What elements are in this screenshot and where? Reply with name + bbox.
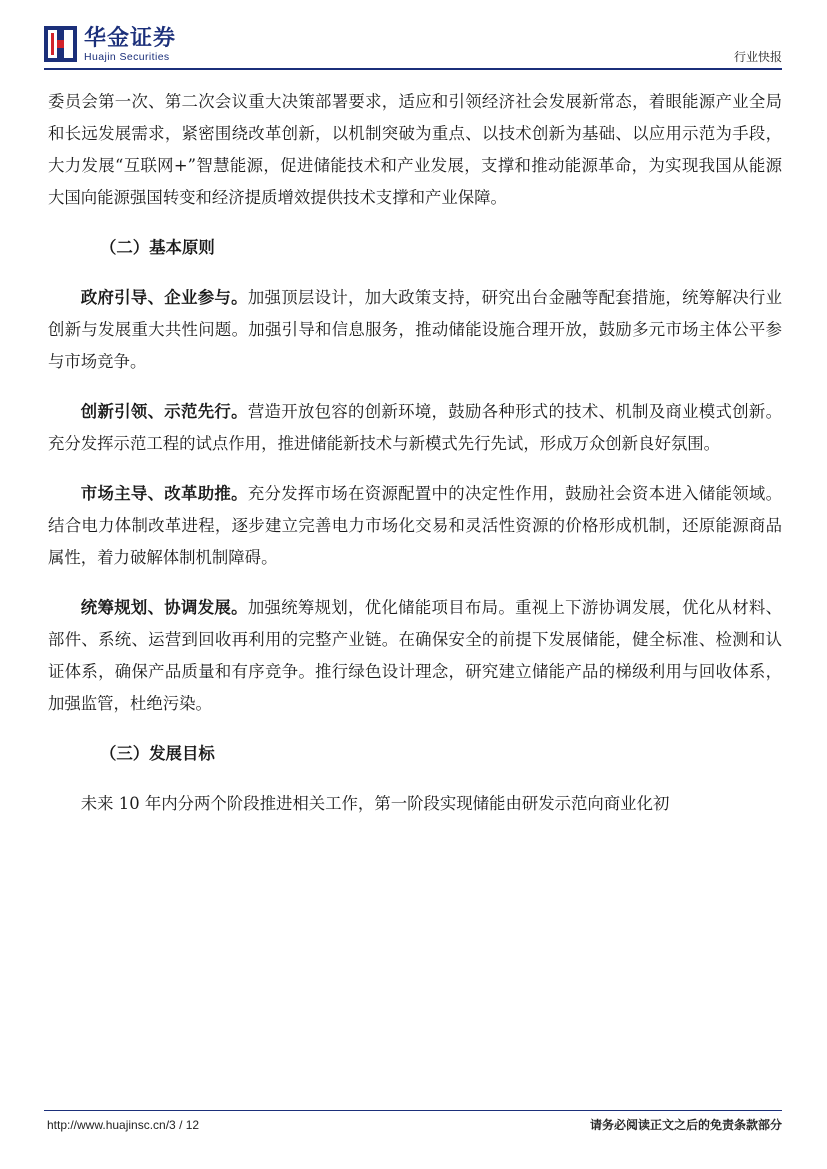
brand-name-en: Huajin Securities <box>84 51 170 63</box>
principle-text-2: 营造开放包容的创新环境，鼓励各种形式的技术、机制及商业模式创新。充分发挥示范工程的试点作用，推进储能新技术与新模式先行先试，形成万众创新良好氛围。 <box>48 402 783 453</box>
page-header <box>44 26 782 68</box>
header-divider <box>44 68 782 70</box>
principle-text-4: 加强统筹规划，优化储能项目布局。重视上下游协调发展，优化从材料、部件、系统、运营到回收再利用的完整产业链。在确保安全的前提下发展储能，健全标准、检测和认证体系，确保产品质量和有序竞争。推行绿色设计理念，研究建立储能产品的梯级利用与回收体系，加强监管，杜绝污染。 <box>48 598 783 713</box>
intro-paragraph: 委员会第一次、第二次会议重大决策部署要求，适应和引领经济社会发展新常态，着眼能源产业全局和长远发展需求，紧密围绕改革创新，以机制突破为重点、以技术创新为基础、以应用示范为手段，大力发展“互联网+”智慧能源，促进储能技术和产业发展，支撑和推动能源革命，为实现我国从能源大国向能源强国转变和经济提质增效提供技术支撑和产业保障。 <box>48 92 782 207</box>
principle-text-1: 加强顶层设计，加大政策支持，研究出台金融等配套措施，统筹解决行业创新与发展重大共性问题。加强引导和信息服务，推动储能设施合理开放，鼓励多元市场主体公平参与市场竞争。 <box>48 288 783 371</box>
principle-paragraph-2 <box>48 396 782 460</box>
footer-disclaimer: 请务必阅读正文之后的免责条款部分 <box>589 1118 782 1132</box>
principle-paragraph-1 <box>48 282 782 378</box>
section-heading-goals: （三）发展目标 <box>100 744 215 763</box>
principle-paragraph-4 <box>48 592 782 720</box>
principle-lead-4: 统筹规划、协调发展。 <box>80 598 248 617</box>
goal-paragraph: 未来 10 年内分两个阶段推进相关工作，第一阶段实现储能由研发示范向商业化初 <box>80 794 670 813</box>
principle-paragraph-3 <box>48 478 782 574</box>
document-type-label: 行业快报 <box>733 50 782 64</box>
main-content <box>48 86 782 820</box>
brand-name-cn: 华金证券 <box>84 26 177 51</box>
principle-lead-1: 政府引导、企业参与。 <box>80 288 248 307</box>
footer-url-page: http://www.huajinsc.cn/3 / 12 <box>47 1118 200 1132</box>
principle-lead-2: 创新引领、示范先行。 <box>80 402 248 421</box>
footer-divider <box>44 1110 782 1111</box>
principle-text-3: 充分发挥市场在资源配置中的决定性作用，鼓励社会资本进入储能领域。结合电力体制改革进程，逐步建立完善电力市场化交易和灵活性资源的价格形成机制，还原能源商品属性，着力破解体制机制障碍。 <box>48 484 783 567</box>
principle-lead-3: 市场主导、改革助推。 <box>80 484 248 503</box>
huajin-logo-icon <box>44 26 77 62</box>
section-heading-principles: （二）基本原则 <box>100 238 215 257</box>
